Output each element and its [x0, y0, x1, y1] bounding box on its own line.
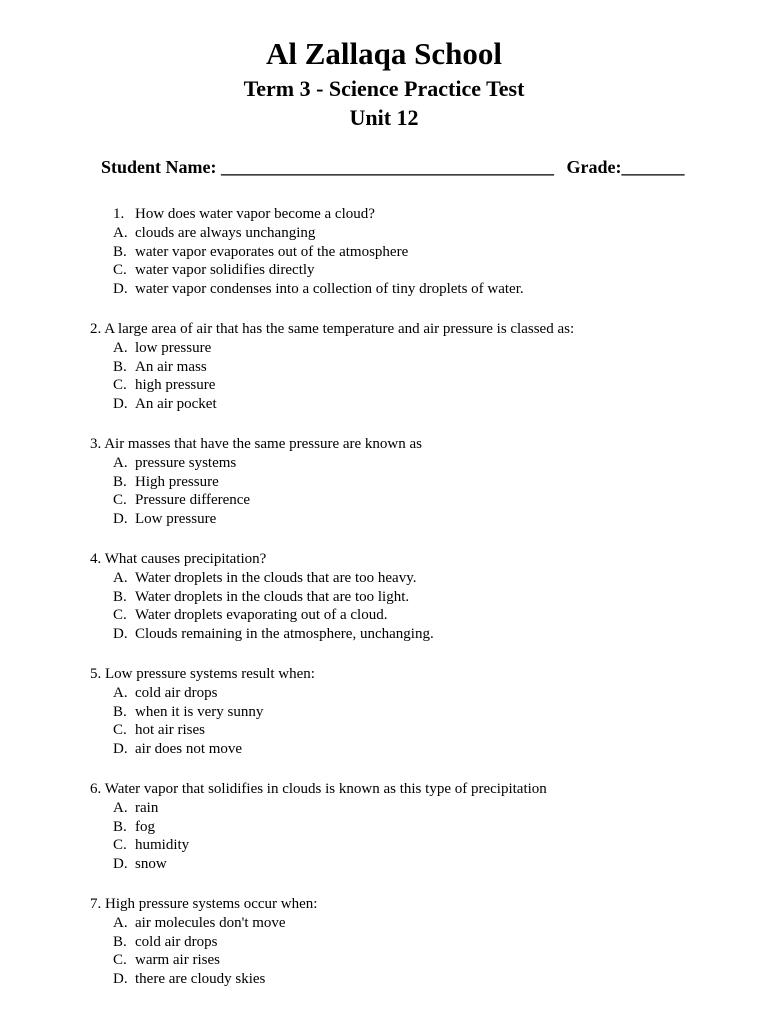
option-letter: D. [113, 510, 128, 527]
option-letter: A. [113, 685, 128, 701]
option-text: pressure systems [135, 455, 237, 471]
option-letter: B. [113, 473, 127, 490]
question-stem [0, 550, 768, 569]
option-letter: B. [113, 818, 127, 835]
option-d [0, 855, 768, 874]
option-d [0, 280, 768, 299]
options-list [0, 569, 768, 643]
unit-title: Unit 12 [349, 105, 419, 130]
option-a [0, 224, 768, 243]
option-d [0, 740, 768, 759]
option-text: high pressure [135, 377, 216, 393]
option-letter: A. [113, 225, 128, 241]
question-text: A large area of air that has the same temperature and air pressure is classed as: [104, 321, 575, 337]
question-text: How does water vapor become a cloud? [135, 206, 375, 222]
question-list [0, 205, 768, 988]
option-text: cold air drops [135, 933, 218, 950]
question-stem [0, 780, 768, 799]
option-text: water vapor solidifies directly [135, 262, 315, 278]
option-b [0, 818, 768, 837]
question-number: 6. [90, 781, 102, 797]
option-a [0, 339, 768, 358]
school-title: Al Zallaqa School [266, 36, 502, 71]
question-number: 2. [90, 321, 102, 337]
option-letter: A. [113, 340, 128, 356]
option-letter: B. [113, 243, 127, 260]
question-5 [0, 665, 768, 758]
option-text: snow [135, 855, 167, 872]
option-letter: B. [113, 358, 127, 375]
option-text: rain [135, 800, 159, 816]
question-6 [0, 780, 768, 873]
options-list [0, 454, 768, 528]
options-list [0, 799, 768, 873]
option-letter: D. [113, 625, 128, 642]
option-d [0, 970, 768, 989]
options-list [0, 339, 768, 413]
option-letter: D. [113, 740, 128, 757]
question-text: High pressure systems occur when: [105, 896, 318, 912]
option-text: An air mass [135, 358, 207, 375]
option-c [0, 836, 768, 855]
option-d [0, 510, 768, 529]
option-b [0, 588, 768, 607]
question-stem [0, 435, 768, 454]
option-c [0, 491, 768, 510]
option-a [0, 799, 768, 818]
question-number: 3. [90, 436, 102, 452]
option-letter: C. [113, 377, 127, 393]
option-c [0, 261, 768, 280]
option-letter: C. [113, 492, 127, 508]
option-letter: D. [113, 395, 128, 412]
question-stem [0, 895, 768, 914]
option-letter: C. [113, 837, 127, 853]
option-letter: B. [113, 703, 127, 720]
option-letter: C. [113, 722, 127, 738]
question-number: 5. [90, 666, 102, 682]
option-text: Pressure difference [135, 492, 251, 508]
option-letter: C. [113, 952, 127, 968]
option-b [0, 358, 768, 377]
option-text: cold air drops [135, 685, 218, 701]
option-text: water vapor evaporates out of the atmosphere [135, 243, 409, 260]
option-a [0, 684, 768, 703]
option-letter: A. [113, 915, 128, 931]
question-text: What causes precipitation? [104, 551, 267, 567]
option-a [0, 914, 768, 933]
option-text: High pressure [135, 473, 219, 490]
question-7 [0, 895, 768, 988]
option-letter: A. [113, 800, 128, 816]
option-letter: D. [113, 855, 128, 872]
question-number: 1. [113, 206, 125, 222]
question-stem [0, 205, 768, 224]
option-text: Water droplets evaporating out of a cloud. [135, 607, 388, 623]
option-text: fog [135, 818, 155, 835]
option-c [0, 951, 768, 970]
option-letter: D. [113, 970, 128, 987]
student-name-field: Student Name: _____________________________________ [101, 157, 554, 177]
option-letter: B. [113, 588, 127, 605]
grade-field: Grade:_______ [566, 157, 685, 177]
option-letter: C. [113, 607, 127, 623]
question-1 [0, 205, 768, 298]
option-c [0, 721, 768, 740]
option-letter: B. [113, 933, 127, 950]
option-text: clouds are always unchanging [135, 225, 316, 241]
option-d [0, 625, 768, 644]
option-text: Water droplets in the clouds that are too heavy. [135, 570, 417, 586]
question-4 [0, 550, 768, 643]
option-c [0, 376, 768, 395]
option-letter: D. [113, 280, 128, 297]
options-list [0, 684, 768, 758]
option-text: air molecules don't move [135, 915, 286, 931]
option-text: low pressure [135, 340, 212, 356]
option-letter: C. [113, 262, 127, 278]
question-text: Low pressure systems result when: [105, 666, 315, 682]
option-text: warm air rises [135, 952, 220, 968]
option-b [0, 473, 768, 492]
option-text: when it is very sunny [135, 703, 264, 720]
question-number: 7. [90, 896, 102, 912]
option-text: air does not move [135, 740, 243, 757]
options-list [0, 914, 768, 988]
question-text: Air masses that have the same pressure are known as [104, 436, 422, 452]
option-text: water vapor condenses into a collection of tiny droplets of water. [135, 280, 524, 297]
question-3 [0, 435, 768, 528]
test-title: Term 3 - Science Practice Test [243, 76, 525, 101]
options-list [0, 224, 768, 298]
question-2 [0, 320, 768, 413]
question-number: 4. [90, 551, 102, 567]
option-text: Water droplets in the clouds that are too light. [135, 588, 410, 605]
student-info-line [101, 155, 684, 179]
option-text: hot air rises [135, 722, 205, 738]
option-b [0, 703, 768, 722]
option-b [0, 933, 768, 952]
option-text: Low pressure [135, 510, 217, 527]
option-b [0, 243, 768, 262]
option-letter: A. [113, 570, 128, 586]
option-a [0, 569, 768, 588]
option-c [0, 606, 768, 625]
option-d [0, 395, 768, 414]
question-stem [0, 665, 768, 684]
option-text: humidity [135, 837, 190, 853]
question-text: Water vapor that solidifies in clouds is known as this type of precipitation [104, 781, 547, 797]
question-stem [0, 320, 768, 339]
option-text: there are cloudy skies [135, 970, 266, 987]
option-text: An air pocket [135, 395, 217, 412]
option-a [0, 454, 768, 473]
option-letter: A. [113, 455, 128, 471]
option-text: Clouds remaining in the atmosphere, unchanging. [135, 625, 434, 642]
